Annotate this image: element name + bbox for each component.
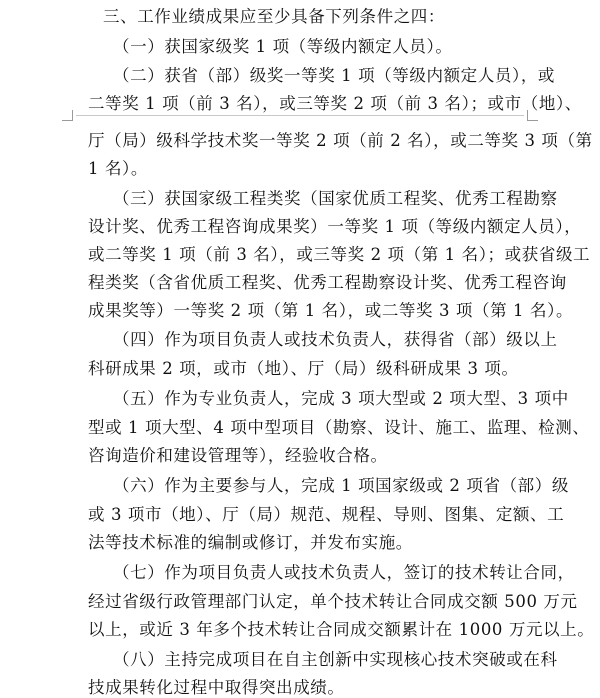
paragraph-line: 厅（局）级科学技术奖一等奖 2 项（前 2 名），或二等奖 3 项（第 — [88, 131, 593, 150]
paragraph-line: 二等奖 1 项（前 3 名），或三等奖 2 项（前 3 名）；或市（地）、 — [88, 94, 582, 113]
paragraph-line: （二）获省（部）级奖一等奖 1 项（等级内额定人员），或 — [113, 66, 556, 85]
paragraph-line: （八）主持完成项目在自主创新中实现核心技术突破或在科 — [113, 650, 558, 669]
paragraph-line: 经过省级行政管理部门认定，单个技术转让合同成交额 500 万元 — [88, 592, 578, 611]
paragraph-line: （三）获国家级工程类奖（国家优质工程奖、优秀工程勘察 — [113, 189, 558, 208]
paragraph-line: 科研成果 2 项，或市（地）、厅（局）级科研成果 3 项。 — [88, 359, 519, 378]
paragraph-line: 技成果转化过程中取得突出成绩。 — [88, 678, 345, 697]
paragraph-line: （五）作为专业负责人，完成 3 项大型或 2 项大型、3 项中 — [113, 389, 569, 408]
paragraph-line: 法等技术标准的编制或修订，并发布实施。 — [88, 533, 413, 552]
page-corner-mark-right — [527, 110, 538, 121]
paragraph-line: （六）作为主要参与人，完成 1 项国家级或 2 项省（部）级 — [113, 476, 569, 495]
paragraph-line: 或 3 项市（地）、厅（局）规范、规程、导则、图集、定额、工 — [88, 505, 565, 524]
page-break-divider — [0, 115, 600, 116]
paragraph-line: 成果奖等）一等奖 2 项（第 1 名），或二等奖 3 项（第 1 名）。 — [88, 301, 574, 320]
paragraph-line: 三、工作业绩成果应至少具备下列条件之四： — [103, 7, 445, 26]
paragraph-line: 程类奖（含省优质工程奖、优秀工程勘察设计奖、优秀工程咨询 — [88, 273, 567, 292]
paragraph-line: （一）获国家级奖 1 项（等级内额定人员）。 — [113, 37, 453, 56]
paragraph-line: （七）作为项目负责人或技术负责人，签订的技术转让合同， — [113, 563, 575, 582]
paragraph-line: （四）作为项目负责人或技术负责人，获得省（部）级以上 — [113, 330, 558, 349]
page-break-rule — [76, 115, 524, 116]
paragraph-line: 设计奖、优秀工程咨询成果奖）一等奖 1 项（等级内额定人员）， — [88, 217, 582, 236]
paragraph-line: 1 名）。 — [88, 159, 148, 178]
paragraph-line: 咨询造价和建设管理等），经验收合格。 — [88, 446, 388, 465]
paragraph-line: 或二等奖 1 项（前 3 名），或三等奖 2 项（第 1 名）；或获省级工 — [88, 245, 591, 264]
paragraph-line: 型或 1 项大型、4 项中型项目（勘察、设计、施工、监理、检测、 — [88, 418, 590, 437]
page-corner-mark-left — [62, 110, 73, 121]
paragraph-line: 以上，或近 3 年多个技术转让合同成交额累计在 1000 万元以上。 — [88, 620, 595, 639]
